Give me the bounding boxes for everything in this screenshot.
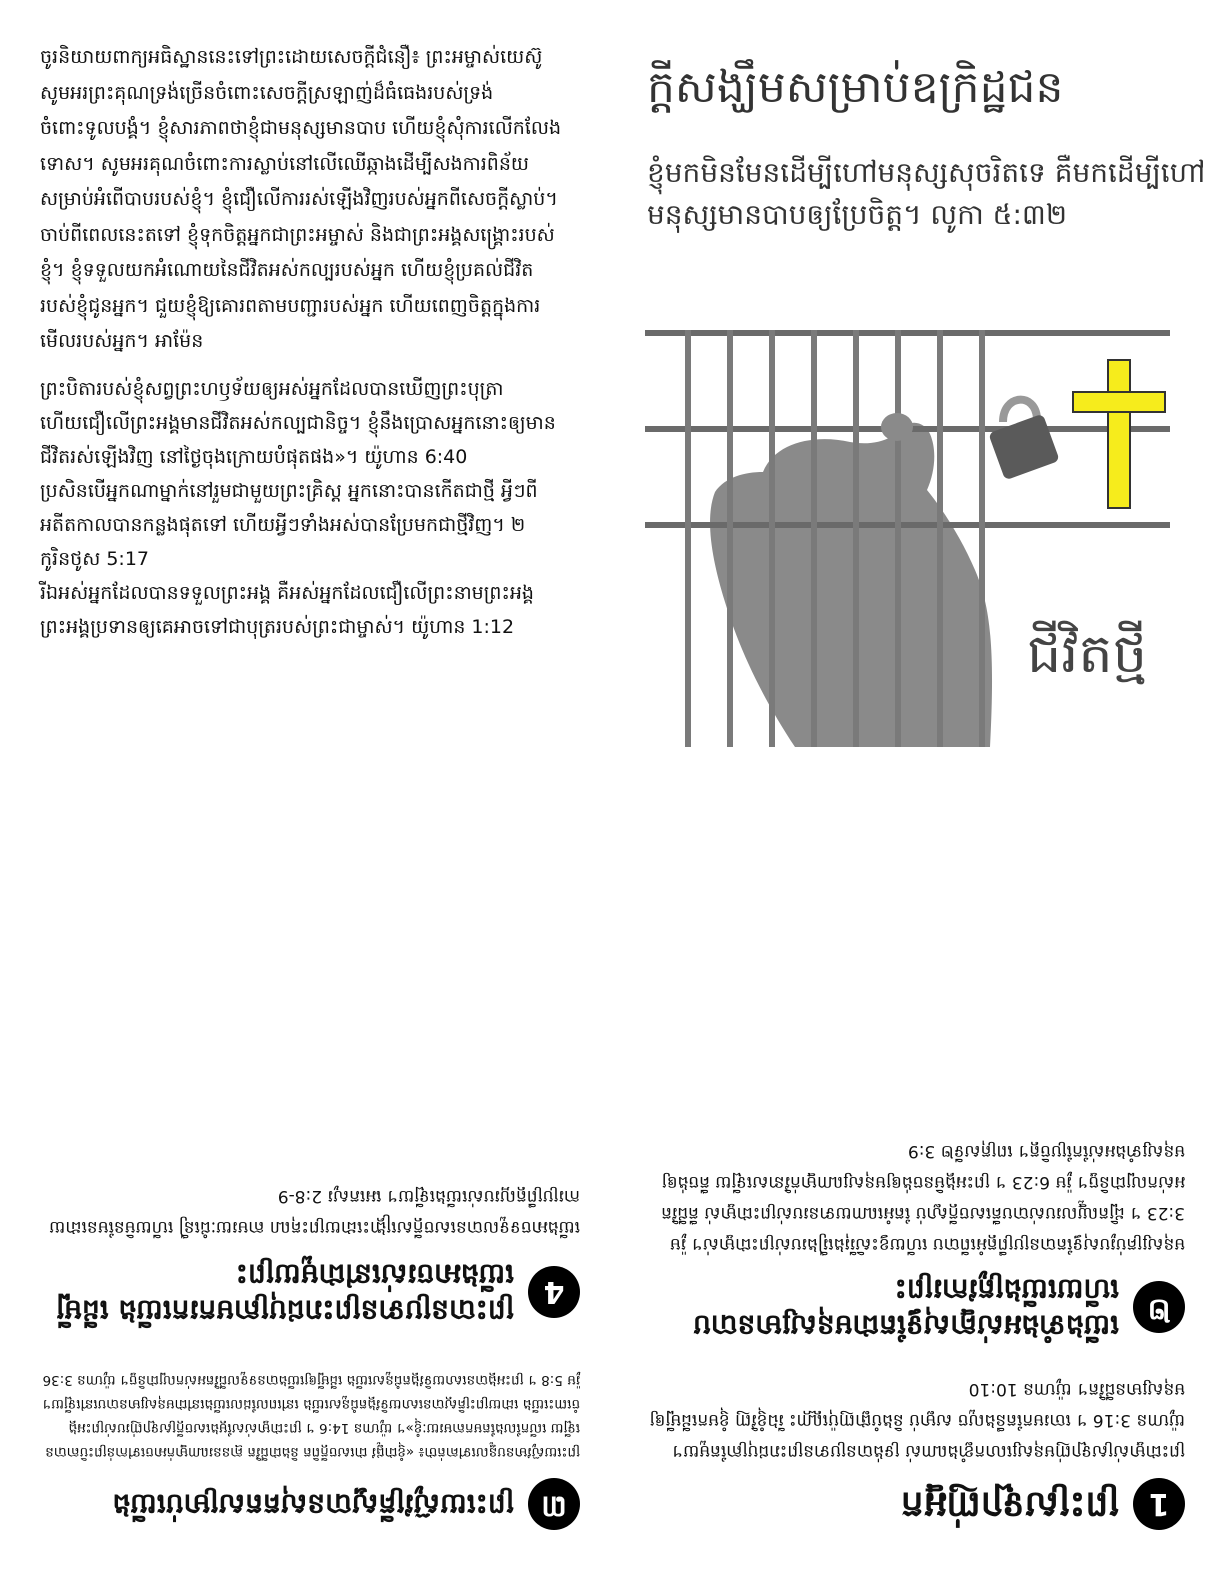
bottom-left-panel (40, 820, 580, 1530)
bottom-right-panel (645, 820, 1185, 1530)
section-1-header (645, 1478, 1185, 1530)
cover-verse: ខ្ញុំមកមិនមែនដើម្បីហៅមនុស្សសុចរិតទេ គឺមកដើម្បីហៅមនុស្សមានបាបឲ្យប្រែចិត្ត។ លូកា ៥:៣២ (647, 156, 1206, 231)
section-4-header (40, 1256, 580, 1328)
prison-illustration (645, 322, 1175, 747)
section-1-text: ព្រះជាម្ចាស់ស្រឡាញ់មនុស្សលោកខ្លាំងណាស់ ទ្រង់បានប្រទានព្រះរាជបុត្រាតែមួយ។ យ៉ូហាន 3:16 ។ ចោរមកតែនឹងលួច សម្លាប់ និងបំផ្លាញប៉ុណ្ណោះ រីឯខ្ញុំវិញ ខ្ញុំមកដើម្បីឲ្យមនុស្សមានជីវិត។ យ៉ូហាន 10:10 (649, 1379, 1185, 1461)
verse-2-corinthians-5-17: ប្រសិនបើអ្នកណាម្នាក់នៅរួមជាមួយព្រះគ្រិស្ដ អ្នកនោះបានកើតជាថ្មី អ្វីៗពីអតីតកាលបានកន្លងផុតទៅ ហើយអ្វីៗទាំងអស់បានប្រែមកជាថ្មីវិញ។ ២ កូរិនថូស 5:17 (40, 479, 538, 570)
verse-john-1-12: រីឯអស់អ្នកដែលបានទទួលព្រះអង្គ គឺអស់អ្នកដែលជឿលើព្រះនាមព្រះអង្គ ព្រះអង្គប្រទានឲ្យគេអាចទៅជាបុត្ររបស់ព្រះជាម្ចាស់។ យ៉ូហាន 1:12 (40, 581, 534, 638)
section-2-heading: យើងទាំងអស់គ្នាសុទ្ធតែជាមនុស្សមានបាប ហើយយើងត្រូវការព្រះ (692, 1273, 1119, 1342)
padlock-icon (988, 400, 1060, 481)
section-2-header (645, 1271, 1185, 1343)
cross-icon (1073, 360, 1165, 508)
cover-title: ក្តីសង្ឃឹមសម្រាប់ឧក្រិដ្ឋជន (647, 62, 1064, 113)
section-1-heading: ព្រះស្រឡាញ់អ្នក (900, 1484, 1119, 1525)
section-3-number: ៣ (528, 1478, 580, 1530)
section-3-heading: ព្រះយេស៊ូវគ្រីស្ទបានសុគតសម្រាប់យើង (112, 1488, 514, 1521)
section-4-text: យើងអាចទទួលបានសេចក្ដីសង្គ្រោះដោយព្រះគុណ តាមរយៈជំនឿ ហើយមិនមែនដោយការប្រព្រឹត្តល្អរបស់យើងឡើយ។ អេភេសូរ 2:8-9 (49, 1186, 580, 1237)
section-2-text: មនុស្សគ្រប់រូបសុទ្ធតែបានប្រព្រឹត្តអំពើបាប ហើយខ្វះសិរីរុងរឿងរបស់ព្រះជាម្ចាស់។ រ៉ូម 3:23 ។ ដ្បិតឈ្នួលរបស់បាបគឺសេចក្ដីស្លាប់ តែអំណោយទានរបស់ព្រះជាម្ចាស់ គឺជីវិតអស់កល្បជានិច្ច។ រ៉ូម 6:23 ។ ព្រះអង្គមិនចង់ឲ្យមនុស្សណាម្នាក់វិនាសឡើយ គឺចង់ឲ្យមនុស្សទាំងអស់កែប្រែចិត្ត។ ពេត្រុសទី២ 3:9 (661, 1141, 1185, 1254)
section-4-number: 4 (528, 1266, 580, 1318)
section-2-number: ២ (1133, 1281, 1185, 1333)
verse-john-6-40: ព្រះបិតារបស់ខ្ញុំសព្វព្រះហឫទ័យឲ្យអស់អ្នកដែលបានឃើញព្រះបុត្រា ហើយជឿលើព្រះអង្គមានជីវិតអស់កល្បជានិច្ច។ ខ្ញុំនឹងប្រោសអ្នកនោះឲ្យមានជីវិតរស់ឡើងវិញ នៅថ្ងៃចុងក្រោយបំផុតផង»។ យ៉ូហាន 6:40 (40, 377, 556, 468)
new-life-label: ជីវិតថ្មី (1027, 622, 1147, 685)
prayer-text: ចូរនិយាយពាក្យអធិស្ឋាននេះទៅព្រះដោយសេចក្ដីជំនឿ៖ ព្រះអម្ចាស់យេស៊ូ សូមអរព្រះគុណទ្រង់ច្រើនចំពោះសេចក្ដីស្រឡាញ់ដ៏ធំធេងរបស់ទ្រង់ចំពោះទូលបង្គំ។ ខ្ញុំសារភាពថាខ្ញុំជាមនុស្សមានបាប ហើយខ្ញុំសុំការលើកលែងទោស។ សូមអរគុណចំពោះការស្លាប់នៅលើឈើឆ្កាងដើម្បីសងការពិន័យសម្រាប់អំពើបាបរបស់ខ្ញុំ។ ខ្ញុំជឿលើការរស់ឡើងវិញរបស់អ្នកពីសេចក្ដីស្លាប់។ ចាប់ពីពេលនេះតទៅ ខ្ញុំទុកចិត្តអ្នកជាព្រះអម្ចាស់ និងជាព្រះអង្គសង្គ្រោះរបស់ខ្ញុំ។ ខ្ញុំទទួលយកអំណោយនៃជីវិតអស់កល្បរបស់អ្នក ហើយខ្ញុំប្រគល់ជីវិតរបស់ខ្ញុំជូនអ្នក។ ជួយខ្ញុំឱ្យគោរពតាមបញ្ជារបស់អ្នក ហើយពេញចិត្តក្នុងការមើលរបស់អ្នក។ អាម៉ែន (40, 46, 562, 352)
prisoner-figure (710, 423, 992, 747)
section-3-text: ព្រះយេស៊ូវមានបន្ទូលទៅគាត់ថា៖ «ខ្ញុំជាផ្លូវ ជាសេចក្ដីពិត និងជាជីវិត គ្មាននរណាម្នាក់អាចទៅកាន់ព្រះបិតាបានឡើយ លើកលែងតែមកតាមរយៈខ្ញុំ»។ យ៉ូហាន 14:6 ។ ព្រះជាម្ចាស់សម្ដែងសេចក្ដីស្រឡាញ់របស់ព្រះអង្គចំពោះយើង ដោយព្រះគ្រិស្ដបានសោយទិវង្គតជំនួសយើង នៅពេលដែលយើងនៅជាមនុស្សមានបាបនៅឡើយ។ រ៉ូម 5:8 ។ ព្រះអង្គបានសោយទិវង្គតជំនួសយើង ដើម្បីឲ្យយើងបានទទួលជីវិតអស់កល្បជានិច្ច។ យ៉ូហាន 3:36 (42, 1372, 580, 1460)
section-1-number: 1 (1133, 1478, 1185, 1530)
prayer-panel (40, 40, 565, 644)
section-4-heading: ព្រះបានប្រទានព្រះរាជបុត្រាមករកយើង ដើម្បីយើងអាចរស់នៅជាមួយព្រះ (55, 1258, 514, 1327)
section-3-header (40, 1478, 580, 1530)
